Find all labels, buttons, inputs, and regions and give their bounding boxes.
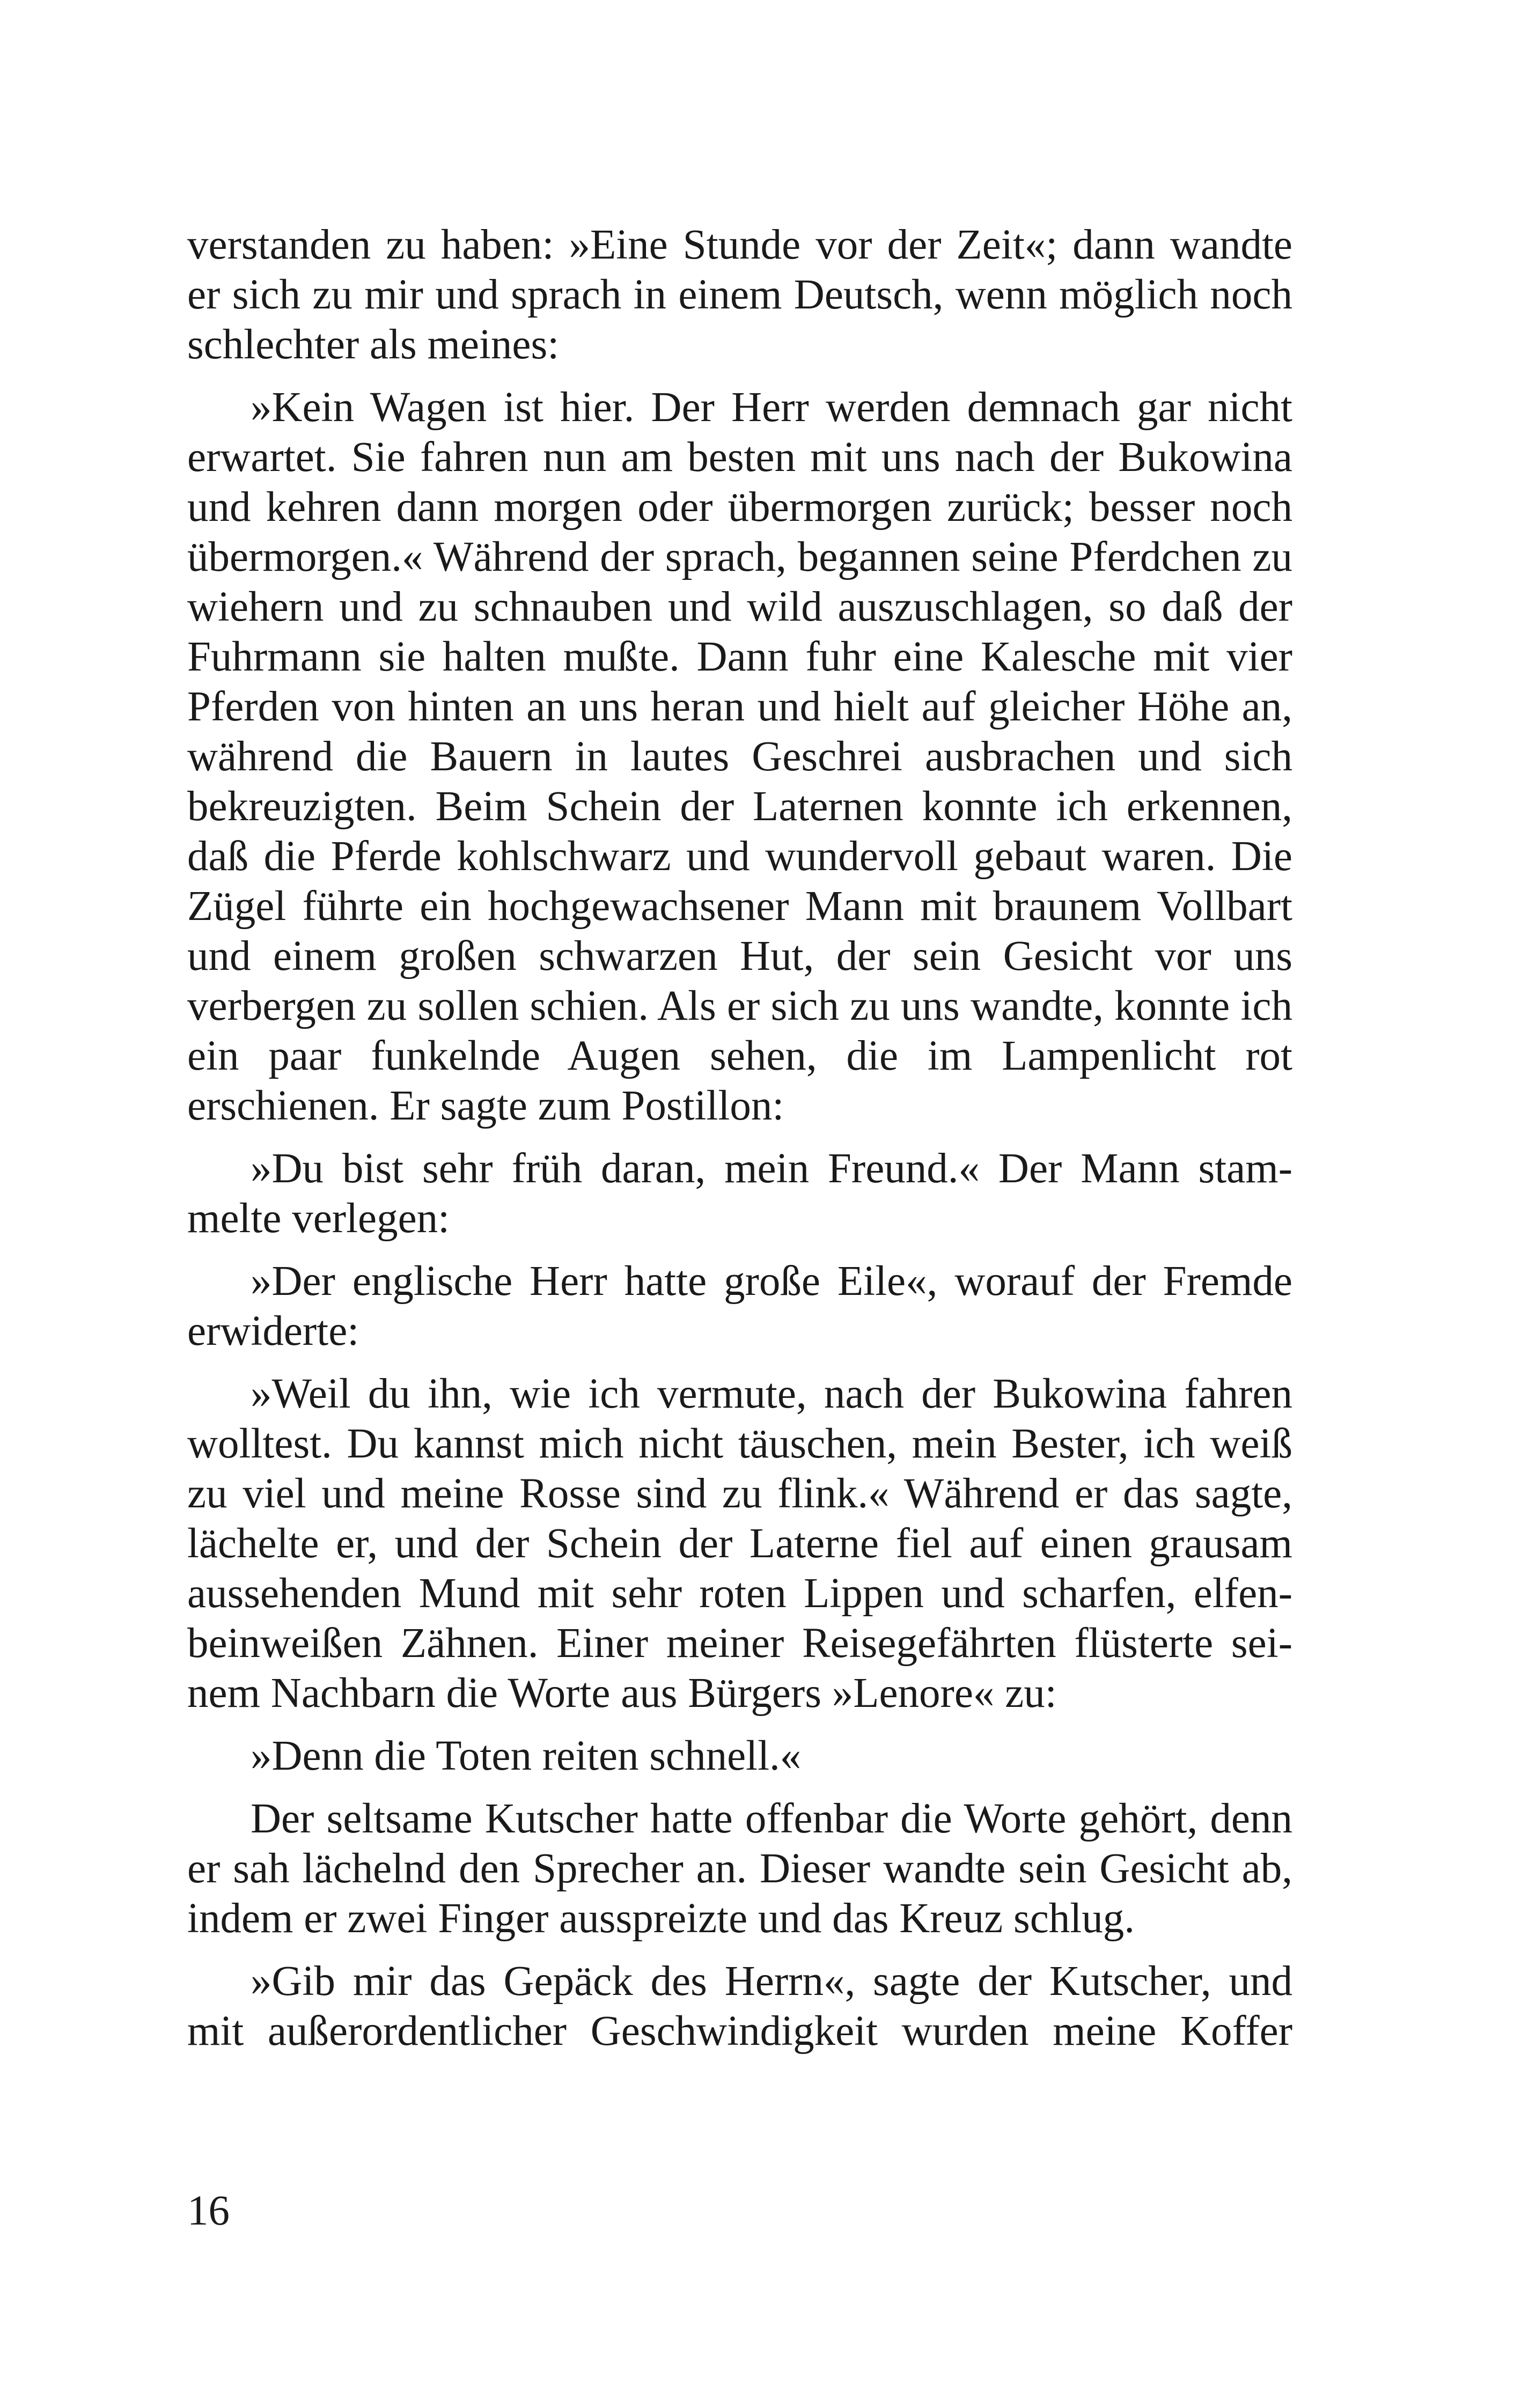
paragraph: Der seltsame Kutscher hatte offenbar die Worte gehört, denn er sah lächelnd den Sprecher an. Dieser wandte sein Gesicht ab, indem er zwei Finger ausspreizte und das Kreuz schlug. [187,1795,1292,1942]
paragraph: »Du bist sehr früh daran, mein Freund.« Der Mann stammelte verlegen: [187,1145,1292,1242]
page-number: 16 [187,2188,230,2234]
paragraph: »Der englische Herr hatte große Eile«, worauf der Fremde erwiderte: [187,1258,1292,1354]
paragraph: »Weil du ihn, wie ich vermute, nach der Bukowina fahren wolltest. Du kannst mich nicht täuschen, mein Bester, ich weiß zu viel und meine Rosse sind zu flink.« Während er das sagte, lächelte er, und der Schein der Laterne fiel auf einen grausam aussehenden Mund mit sehr roten Lippen und scharfen, elfenbeinweißen Zähnen. Einer meiner Reisegefährten flüsterte seinem Nachbarn die Worte aus Bürgers »Lenore« zu: [187,1371,1292,1717]
paragraph-continued: verstanden zu haben: »Eine Stunde vor der Zeit«; dann wandte er sich zu mir und sprach in einem Deutsch, wenn möglich noch schlechter als meines: [187,222,1292,368]
paragraph-last: »Gib mir das Gepäck des Herrn«, sagte der Kutscher, und mit außerordentlicher Geschwindigkeit wurden meine Koffer [187,1958,1292,2054]
paragraph: »Denn die Toten reiten schnell.« [251,1733,802,1779]
body-text [187,220,1292,2069]
paragraph: »Kein Wagen ist hier. Der Herr werden demnach gar nicht erwartet. Sie fahren nun am besten mit uns nach der Bukowina und kehren dann morgen oder übermorgen zurück; besser noch übermorgen.« Während der sprach, begannen seine Pferdchen zu wiehern und zu schnauben und wild auszuschlagen, so daß der Fuhrmann sie halten mußte. Dann fuhr eine Kalesche mit vier Pferden von hinten an uns heran und hielt auf gleicher Höhe an, während die Bauern in lautes Geschrei ausbrachen und sich bekreuzigten. Beim Schein der Laternen konnte ich erkennen, daß die Pferde kohlschwarz und wundervoll gebaut waren. Die Zügel führte ein hochgewachsener Mann mit braunem Vollbart und einem großen schwarzen Hut, der sein Gesicht vor uns verbergen zu sollen schien. Als er sich zu uns wandte, konnte ich ein paar funkelnde Augen sehen, die im Lampenlicht rot erschienen. Er sagte zum Postillon: [187,384,1292,1129]
